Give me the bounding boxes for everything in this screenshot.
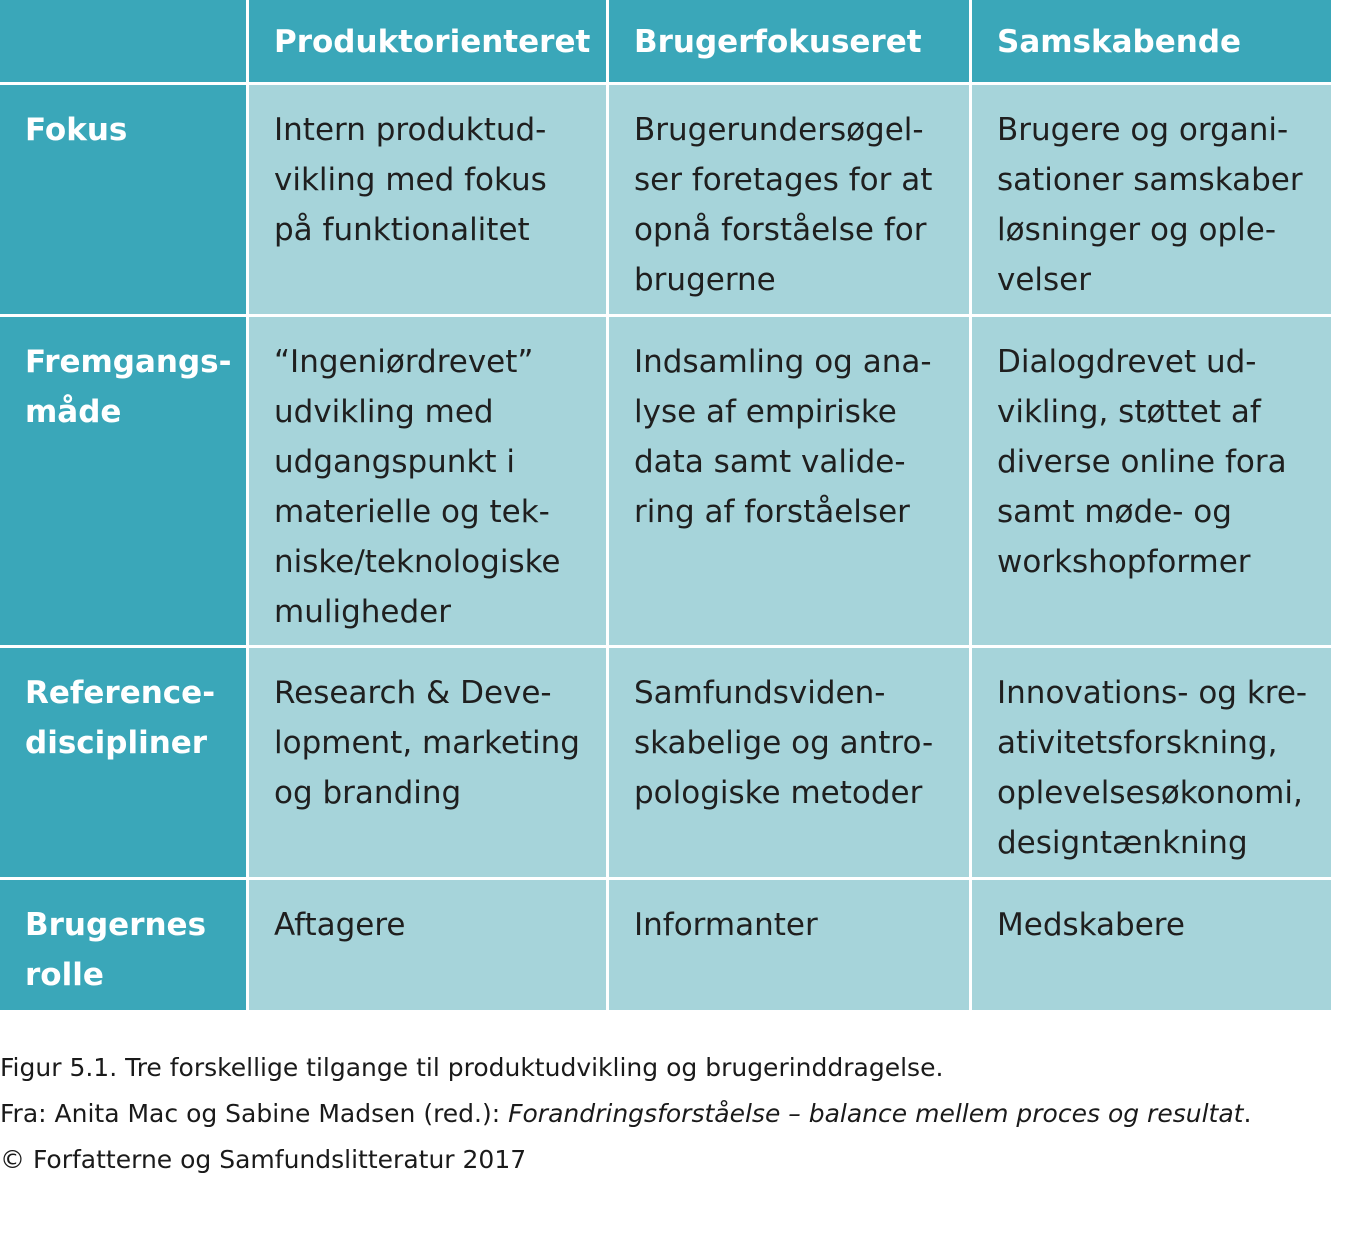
table-cell: Dialogdrevet ud- vikling, støttet af diverse online fora samt møde- og workshopformer [972,317,1331,645]
column-header-produktorienteret: Produktorienteret [249,0,606,82]
table-cell: Research & Deve- lopment, marketing og branding [249,648,606,877]
table-cell: “Ingeniørdrevet” udvikling med udgangspunkt i materielle og tek- niske/teknologiske muligheder [249,317,606,645]
caption-source-suffix: . [1243,1099,1252,1128]
row-header-fokus: Fokus [0,85,246,314]
table-cell: Aftagere [249,880,606,1010]
row-header-referencediscipliner: Reference- discipliner [0,648,246,877]
table-cell: Intern produktud- vikling med fokus på funktionalitet [249,85,606,314]
column-header-samskabende: Samskabende [972,0,1331,82]
caption-line-source [0,1091,1370,1137]
table-cell: Medskabere [972,880,1331,1010]
table-cell: Samfundsviden- skabelige og antro- pologiske metoder [609,648,969,877]
column-header-brugerfokuseret: Brugerfokuseret [609,0,969,82]
figure-caption [0,1045,1370,1183]
header-empty-cell [0,0,246,82]
caption-book-title: Forandringsforståelse – balance mellem proces og resultat [508,1099,1244,1128]
row-header-fremgangsmaade: Fremgangs- måde [0,317,246,645]
caption-line-copyright: © Forfatterne og Samfundslitteratur 2017 [0,1145,527,1174]
caption-line-figure: Figur 5.1. Tre forskellige tilgange til produktudvikling og brugerinddragelse. [0,1053,944,1082]
table-cell: Informanter [609,880,969,1010]
table-cell: Innovations- og kre- ativitetsforskning, oplevelsesøkonomi, designtænkning [972,648,1331,877]
caption-source-prefix: Fra: Anita Mac og Sabine Madsen (red.): [0,1099,509,1128]
row-header-brugernes-rolle: Brugernes rolle [0,880,246,1010]
table-cell: Indsamling og ana- lyse af empiriske data samt valide- ring af forståelser [609,317,969,645]
table-cell: Brugerundersøgel- ser foretages for at opnå forståelse for brugerne [609,85,969,314]
table-cell: Brugere og organi- sationer samskaber løsninger og ople- velser [972,85,1331,314]
